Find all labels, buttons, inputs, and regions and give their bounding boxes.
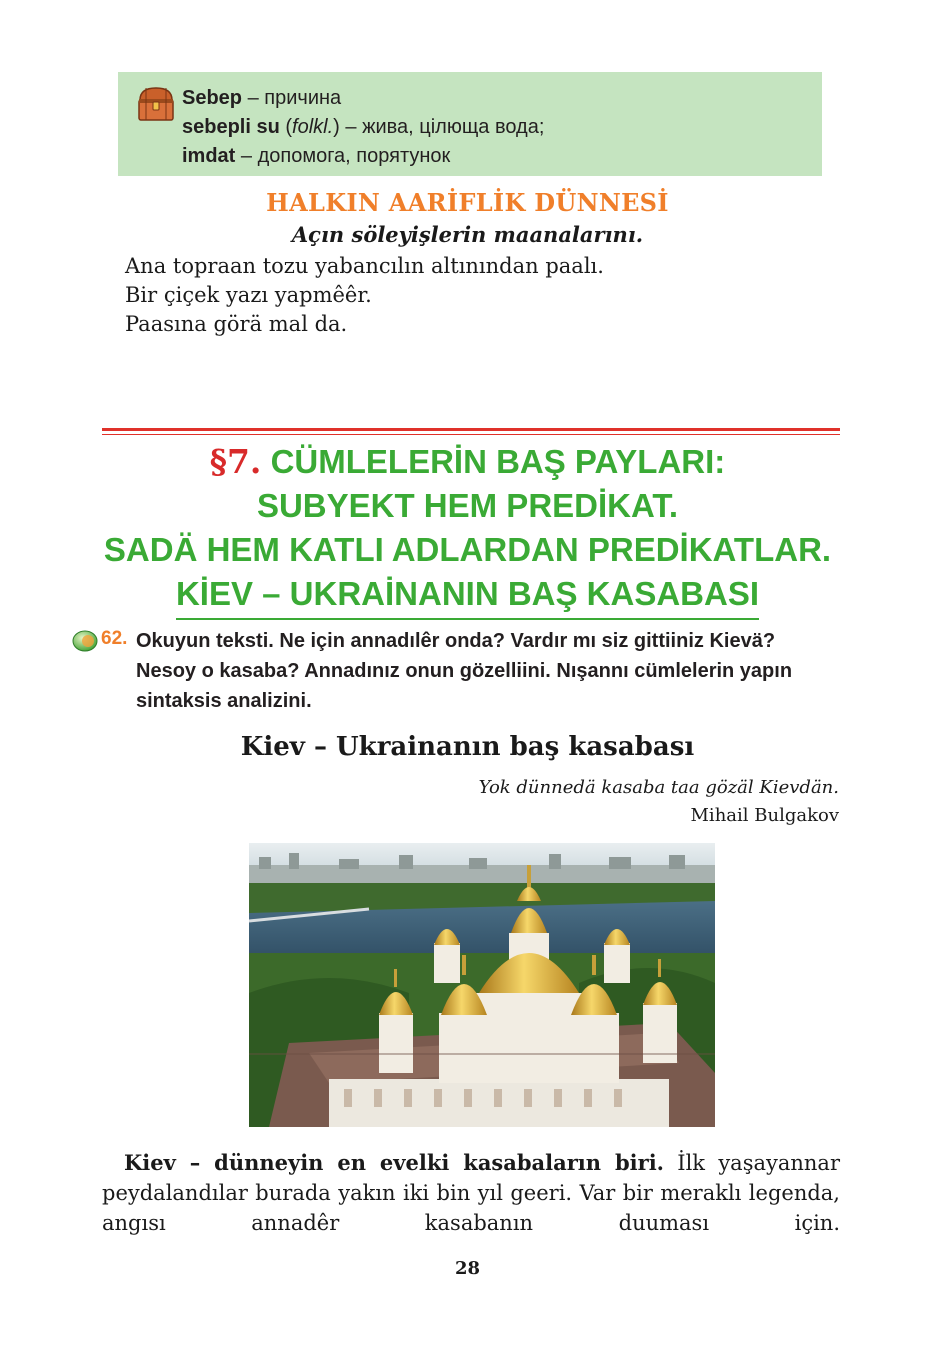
reading-body: [102, 1148, 840, 1238]
vocabulary-term: imdat: [182, 145, 236, 167]
vocabulary-entry: [182, 113, 544, 142]
vocabulary-term: Sebep: [182, 87, 243, 109]
reading-title: Kiev – Ukrainanın baş kasabası: [240, 732, 695, 762]
vocabulary-list: [182, 84, 544, 171]
kyiv-lavra-illustration: [249, 843, 715, 1127]
proverb: Ana topraan tozu yabancılın altınından paalı.: [125, 254, 604, 278]
chapter-divider: [102, 428, 840, 431]
reading-lead-sentence: Kiev – dünneyin en evelki kasabaların biri.: [124, 1150, 664, 1175]
reading-paragraph: [102, 1148, 840, 1238]
vocabulary-box: [118, 72, 822, 176]
vocabulary-entry: [182, 84, 544, 113]
epigraph-quote: Yok dünnedä kasaba taa gözäl Kievdän.: [478, 777, 839, 798]
chapter-heading-line-4: [0, 572, 935, 620]
vocabulary-definition: – причина: [242, 87, 342, 109]
exercise-marker-icon: [72, 630, 98, 652]
treasure-chest-icon: [134, 82, 178, 126]
folk-wisdom-title: HALKIN AARİFLİK DÜNNESİ: [266, 188, 669, 217]
vocabulary-definition: – допомога, порятунок: [235, 145, 451, 167]
chapter-heading: [0, 440, 935, 620]
chapter-heading-line-2: SUBYEKT HEM PREDİKAT.: [256, 487, 679, 524]
folk-wisdom-instruction: Açın söleyişlerin maanalarını.: [291, 222, 644, 247]
vocabulary-entry: [182, 142, 544, 171]
epigraph-author: Mihail Bulgakov: [690, 805, 839, 826]
chapter-heading-line-1: [0, 440, 935, 484]
chapter-heading-line-3: SADÄ HEM KATLI ADLARDAN PREDİKATLAR.: [103, 531, 832, 568]
exercise-number: 62.: [101, 628, 128, 649]
kyiv-lavra-photo: [249, 843, 715, 1127]
proverb-list: [125, 252, 604, 339]
chapter-number: §7.: [209, 442, 262, 481]
exercise-instruction: Okuyun teksti. Ne için annadılêr onda? Vardır mı siz gittiiniz Kievä? Nesoy o kasaba? Annadınız onun gözelliini. Nışannı cümlelerin yapın sintaksis analizini.: [136, 630, 793, 712]
reading-paragraph-text: İlk yaşayannar peydalandılar burada yakın iki bin yıl geeri. Var bir meraklı legenda, angısı annadêr kasabanın duuması için.: [102, 1151, 840, 1235]
vocabulary-term: sebepli su: [182, 116, 280, 138]
chapter-divider-thin: [102, 434, 840, 435]
vocabulary-definition: – жива, цілюща вода;: [339, 116, 545, 138]
chapter-topic: KİEV – UKRAİNANIN BAŞ KASABASI: [176, 572, 759, 620]
vocabulary-note: (folkl.): [279, 116, 340, 138]
proverb: Bir çiçek yazı yapmêêr.: [125, 283, 372, 307]
chapter-title-part: CÜMLELERİN BAŞ PAYLARI:: [270, 443, 726, 480]
page-number: 28: [454, 1258, 481, 1279]
proverb: Paasına görä mal da.: [125, 312, 348, 336]
epigraph: [479, 774, 839, 830]
